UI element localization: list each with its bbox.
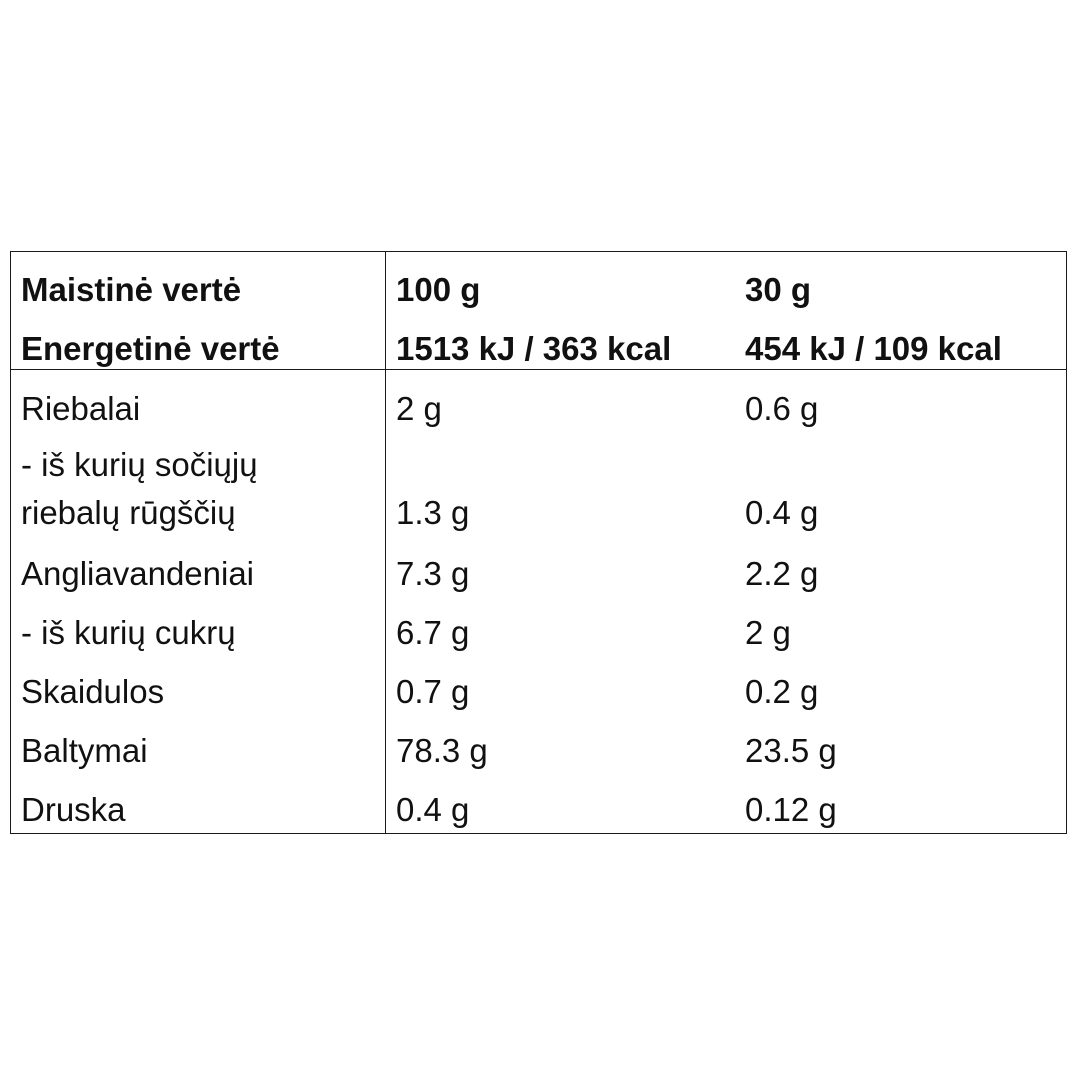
row-label: - iš kurių cukrų: [21, 614, 236, 651]
row-value-30g: 23.5 g: [745, 732, 837, 769]
row-value-100g: 0.7 g: [396, 673, 470, 710]
row-value-100g: 1.3 g: [396, 494, 470, 531]
row-label: riebalų rūgščių: [21, 494, 236, 531]
header-per-30g: 30 g: [745, 271, 812, 308]
header-label-nutrition: Maistinė vertė: [21, 271, 242, 308]
column-divider: [385, 252, 386, 833]
row-value-100g: 2 g: [396, 390, 442, 427]
row-label: Angliavandeniai: [21, 555, 255, 592]
row-value-30g: 0.12 g: [745, 791, 837, 828]
row-label: Druska: [21, 791, 126, 828]
header-per-100g: 100 g: [396, 271, 481, 308]
row-label: Skaidulos: [21, 673, 165, 710]
row-value-30g: 0.2 g: [745, 673, 819, 710]
row-value-30g: 2.2 g: [745, 555, 819, 592]
nutrition-table: [10, 251, 1067, 834]
row-value-30g: 0.6 g: [745, 390, 819, 427]
row-label: Baltymai: [21, 732, 148, 769]
header-divider: [11, 369, 1066, 370]
row-value-100g: 78.3 g: [396, 732, 488, 769]
row-value-100g: 6.7 g: [396, 614, 470, 651]
energy-per-100g: 1513 kJ / 363 kcal: [396, 330, 672, 367]
row-value-30g: 0.4 g: [745, 494, 819, 531]
row-label: - iš kurių sočiųjų: [21, 446, 258, 483]
row-value-30g: 2 g: [745, 614, 791, 651]
energy-label: Energetinė vertė: [21, 330, 280, 367]
row-value-100g: 0.4 g: [396, 791, 470, 828]
row-value-100g: 7.3 g: [396, 555, 470, 592]
energy-per-30g: 454 kJ / 109 kcal: [745, 330, 1002, 367]
row-label: Riebalai: [21, 390, 141, 427]
